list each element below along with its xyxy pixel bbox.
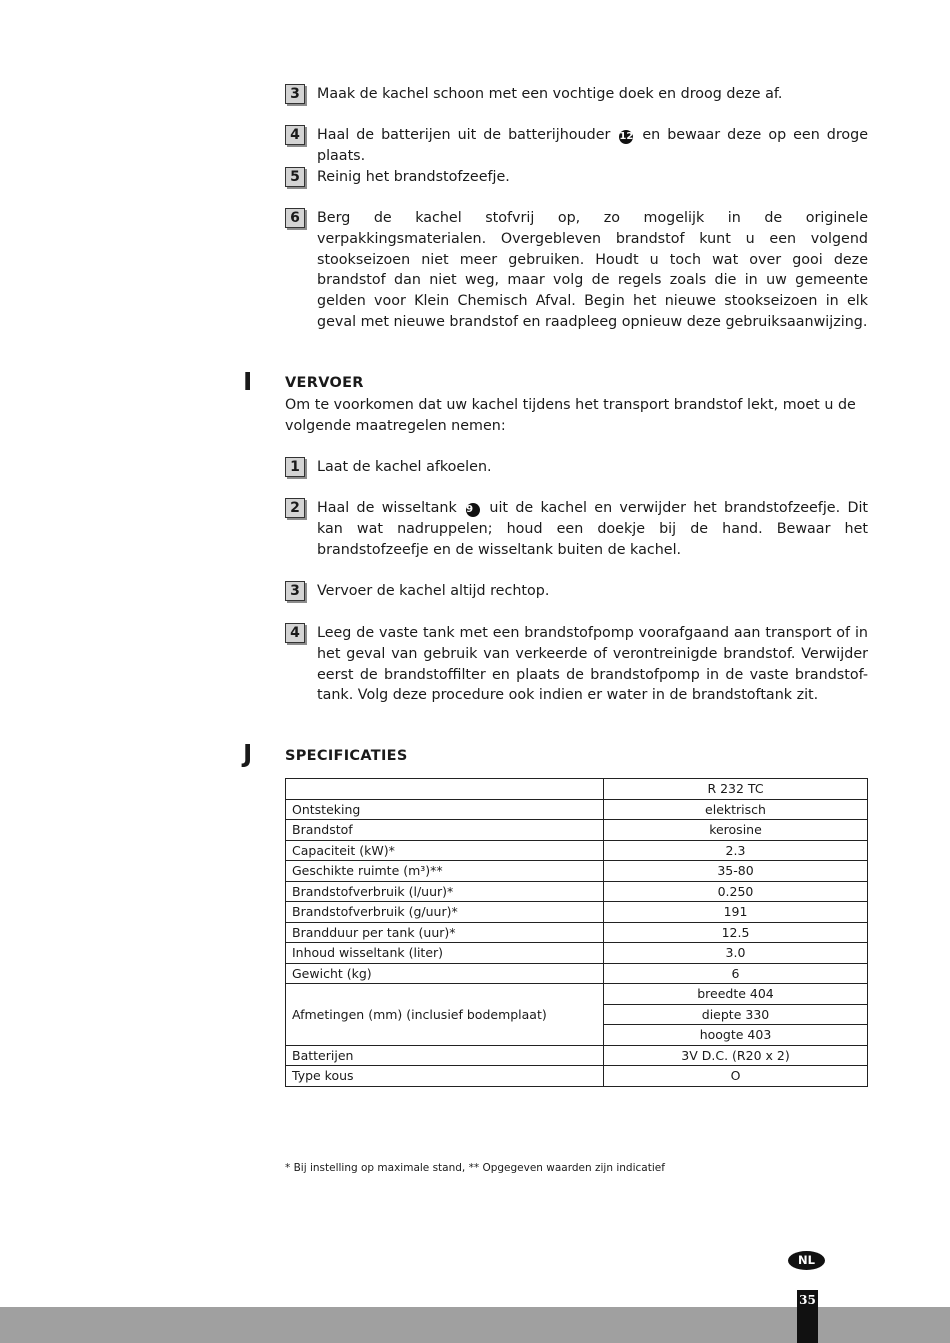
transport-step-4: [285, 623, 868, 706]
table-row: [286, 963, 868, 984]
step-text: Berg de kachel stofvrij op, zo mogelijk in de originele verpakkingsmaterialen. Overgebleven brandstof kunt u een volgend stookseizoen niet meer gebruiken. Houdt u toch wat over gooi deze brandstof dan niet weg, maar volg de regels zoals die in uw gemeente gelden voor Klein Chemisch Afval. Begin het nieuwe stookseizoen in elk geval met nieuwe brandstof en raadpleeg opnieuw deze gebruiksaanwijzing.: [317, 210, 868, 330]
spec-label: Type kous: [286, 1066, 604, 1087]
transport-step-1: [285, 457, 868, 478]
spec-label: Brandstof: [286, 820, 604, 841]
spec-label: Brandduur per tank (uur)*: [286, 922, 604, 943]
section-title: VERVOER: [285, 375, 364, 391]
step-text: Haal de wisseltank 9 uit de kachel en verwijder het brandstofzeefje. Dit kan wat nadruppelen; houd een doekje bij de hand. Bewaar het brandstofzeefje en de wisseltank buiten de kachel.: [317, 500, 869, 558]
step-3: [285, 84, 868, 105]
spec-value: 6: [604, 963, 868, 984]
step-5: [285, 167, 868, 188]
spec-value: 3V D.C. (R20 x 2): [604, 1045, 868, 1066]
step-number: 6: [285, 208, 305, 228]
specifications-table: [285, 778, 868, 1087]
spec-value: 0.250: [604, 881, 868, 902]
reference-marker: 12: [619, 131, 634, 142]
reference-marker: 9: [466, 503, 480, 517]
section-title: SPECIFICATIES: [285, 748, 408, 764]
model-name: R 232 TC: [604, 779, 868, 800]
spec-label: Brandstofverbruik (l/uur)*: [286, 881, 604, 902]
spec-value: 12.5: [604, 922, 868, 943]
page-number-tab: [797, 1290, 818, 1343]
step-number: 3: [285, 581, 305, 601]
spec-value: O: [604, 1066, 868, 1087]
table-row: [286, 943, 868, 964]
step-text: Leeg de vaste tank met een brandstofpomp voorafgaand aan transport of in het geval van gebruik van verkeerde of verontreinigde brandstof. Verwijder eerst de brandstoffilter en plaats de brandstofpomp in de vaste brandstof-tank. Volg deze procedure ook indien er water in de brandstoftank zit.: [317, 625, 868, 704]
table-header-row: [286, 779, 868, 800]
step-text: Haal de batterijen uit de batterijhouder 12 en bewaar deze op een droge plaats.: [317, 127, 869, 164]
table-row: [286, 1045, 868, 1066]
step-number: 3: [285, 84, 305, 104]
step-text: Reinig het brandstofzeefje.: [317, 169, 510, 185]
table-cell: [286, 779, 604, 800]
table-row: [286, 922, 868, 943]
spec-value: hoogte 403: [604, 1025, 868, 1046]
step-text: Vervoer de kachel altijd rechtop.: [317, 583, 550, 599]
step-text: Laat de kachel afkoelen.: [317, 459, 492, 475]
step-4: [285, 125, 868, 167]
step-number: 4: [285, 125, 305, 145]
table-row: [286, 820, 868, 841]
spec-label: Batterijen: [286, 1045, 604, 1066]
spec-value: diepte 330: [604, 1004, 868, 1025]
section-letter: J: [243, 739, 253, 768]
step-text: Maak de kachel schoon met een vochtige doek en droog deze af.: [317, 86, 783, 102]
table-row: [286, 861, 868, 882]
language-badge: NL: [788, 1251, 825, 1270]
table-row: [286, 1066, 868, 1087]
spec-value: 191: [604, 902, 868, 923]
table-row: [286, 984, 868, 1005]
table-row: [286, 799, 868, 820]
spec-label: Ontsteking: [286, 799, 604, 820]
step-6: [285, 208, 868, 333]
spec-value: 35-80: [604, 861, 868, 882]
spec-label: Gewicht (kg): [286, 963, 604, 984]
spec-label: Inhoud wisseltank (liter): [286, 943, 604, 964]
table-row: [286, 840, 868, 861]
footnote: * Bij instelling op maximale stand, ** Opgegeven waarden zijn indicatief: [285, 1162, 665, 1174]
transport-step-2: [285, 498, 868, 560]
spec-value: breedte 404: [604, 984, 868, 1005]
step-number: 1: [285, 457, 305, 477]
spec-label: Brandstofverbruik (g/uur)*: [286, 902, 604, 923]
spec-label: Capaciteit (kW)*: [286, 840, 604, 861]
table-row: [286, 902, 868, 923]
spec-label: Afmetingen (mm) (inclusief bodemplaat): [286, 984, 604, 1046]
step-number: 2: [285, 498, 305, 518]
spec-value: 3.0: [604, 943, 868, 964]
spec-label: Geschikte ruimte (m³)**: [286, 861, 604, 882]
section-intro: Om te voorkomen dat uw kachel tijdens het transport brandstof lekt, moet u de volgende maatregelen nemen:: [285, 397, 856, 434]
step-number: 5: [285, 167, 305, 187]
spec-value: kerosine: [604, 820, 868, 841]
table-row: [286, 881, 868, 902]
transport-step-3: [285, 581, 868, 602]
step-number: 4: [285, 623, 305, 643]
section-letter: I: [243, 367, 253, 396]
page-number: 35: [799, 1293, 816, 1307]
spec-value: elektrisch: [604, 799, 868, 820]
spec-value: 2.3: [604, 840, 868, 861]
